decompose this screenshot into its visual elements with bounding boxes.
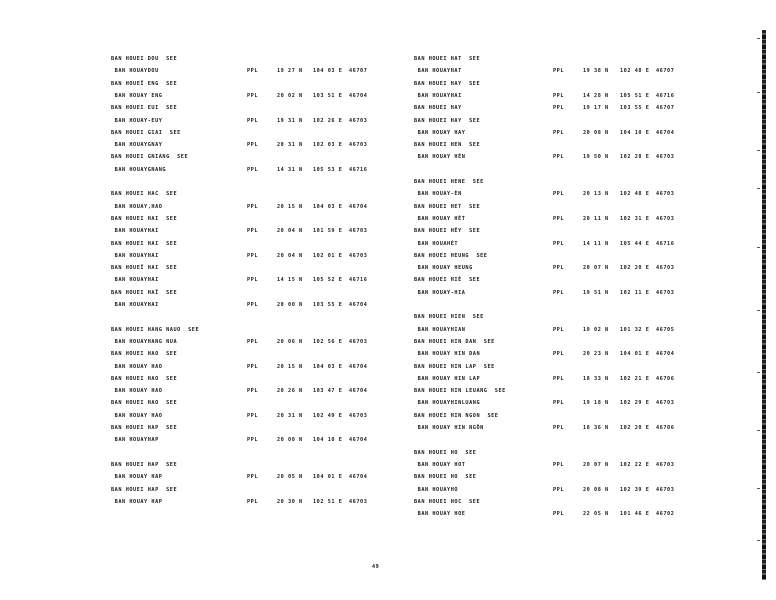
entry-name: BAN HOUEI HAY SEE [414,80,481,87]
entry-class: PPL [553,400,565,407]
entry-latitude: 20 13 N [583,191,609,198]
entry-longitude: 101 59 E [313,228,343,235]
entry-code: 46705 [656,326,675,333]
entry-longitude: 103 47 E [313,388,343,395]
entry-class: PPL [553,191,565,198]
entry-code: 46703 [349,412,368,419]
entry-code: 46703 [656,191,675,198]
entry-longitude: 102 20 E [620,265,650,272]
scan-edge-mark [762,30,766,580]
entry-code: 46703 [656,400,675,407]
entry-name: BAN HOUEI HENE SEE [414,179,484,185]
entry-class: PPL [553,154,565,161]
entry-name: BAN HOUEI HAP SEE [111,486,178,493]
entry-name: BAN HOUEI HET SEE [414,203,481,210]
entry-code: 46707 [656,68,675,75]
entry-class: PPL [247,474,259,481]
gazetteer-entry [0,511,776,521]
entry-longitude: 103 55 E [313,302,343,308]
entry-name: BAN HOUEI EUI SEE [111,105,178,112]
gazetteer-entry [0,314,776,324]
gazetteer-entry [0,425,776,435]
entry-name: BAN HOUEI HIN LEUANG SEE [414,388,506,395]
entry-latitude: 20 02 N [277,92,303,99]
scan-speck [757,372,760,373]
entry-name: BAN HOUEI HO SEE [414,449,477,456]
entry-name: BAN HOUAYHAI [111,302,159,308]
entry-code: 46704 [349,302,368,308]
entry-code: 46703 [656,154,675,161]
gazetteer-entry [0,191,776,201]
gazetteer-entry [0,93,776,103]
scan-speck [757,188,760,189]
entry-name: BAN HOUAYHAI [111,252,159,259]
page-number: 49 [372,564,380,570]
entry-longitude: 102 39 E [620,486,650,493]
entry-class: PPL [553,351,565,358]
entry-name: BAN HOUAY HÈT [414,215,466,222]
entry-name: BAN HOUAYDOU [111,68,159,75]
entry-code: 46704 [349,203,368,210]
entry-code: 46703 [349,142,368,149]
entry-name: BAN HOUAYHIAN [414,326,466,333]
entry-longitude: 102 28 E [620,154,650,161]
entry-code: 46704 [349,437,368,444]
entry-latitude: 19 38 N [583,68,609,75]
entry-name: BAN HOUAY HOT [414,461,466,468]
gazetteer-entry [0,376,776,386]
entry-name: BAN HOUEI HAY [414,105,462,112]
entry-class: PPL [553,511,565,518]
entry-class: PPL [247,68,259,75]
entry-name: BAN HOUAY HAO [111,363,163,370]
entry-name: BAN HOUEI HIN NGON SEE [414,412,499,419]
entry-longitude: 104 10 E [620,129,650,136]
entry-longitude: 101 32 E [620,326,650,333]
gazetteer-entry [0,413,776,423]
entry-name: BAN HOUAYHAP [111,437,159,444]
gazetteer-entry [0,56,776,66]
entry-name: BAN HOUEI HAC SEE [111,191,178,198]
entry-latitude: 19 51 N [583,289,609,296]
gazetteer-entry [0,241,776,251]
gazetteer-entry [0,302,776,312]
gazetteer-entry [0,179,776,189]
entry-code: 46706 [656,375,675,382]
entry-name: BAN HOUEI HAO SEE [111,375,178,382]
entry-name: BAN HOUAY-EUY [111,117,163,124]
entry-code: 46703 [656,486,675,493]
gazetteer-entry [0,118,776,128]
entry-name: BAN HOUEI HAI SEE [111,240,178,247]
entry-code: 46704 [349,388,368,395]
entry-name: BAN HOUAY HAP [111,474,163,481]
entry-longitude: 102 11 E [620,289,650,296]
gazetteer-entry [0,462,776,472]
gazetteer-entry [0,154,776,164]
gazetteer-entry [0,474,776,484]
entry-name: BAN HOUEI HAT SEE [414,56,481,62]
gazetteer-entry [0,400,776,410]
gazetteer-entry [0,142,776,152]
entry-name: BAN HOUAY-ÈN [414,191,462,198]
entry-name: BAN HOUAY HIN DAN [414,351,481,358]
entry-class: PPL [553,68,565,75]
entry-code: 46703 [349,338,368,345]
entry-name: BAN HOUAY HAO [111,412,163,419]
entry-class: PPL [553,129,565,136]
gazetteer-entry [0,437,776,447]
entry-name: BAN HOUEI HOC SEE [414,498,481,505]
entry-class: PPL [247,252,259,259]
entry-name: BAN HOUEI HIEN SEE [414,314,484,321]
entry-longitude: 104 03 E [313,203,343,210]
entry-latitude: 20 07 N [583,265,609,272]
entry-name: BAN HOUEI GNIANG SEE [111,154,189,161]
entry-name: BAN HOUEÏ ENG SEE [111,80,178,87]
entry-latitude: 20 05 N [277,474,303,481]
entry-longitude: 104 01 E [620,351,650,358]
gazetteer-entry [0,277,776,287]
entry-longitude: 102 21 E [620,375,650,382]
scan-speck [757,540,760,541]
gazetteer-entry [0,253,776,263]
entry-latitude: 20 08 N [583,486,609,493]
entry-code: 46703 [656,265,675,272]
entry-latitude: 22 05 N [583,511,609,518]
entry-latitude: 19 31 N [277,117,303,124]
entry-latitude: 20 15 N [277,363,303,370]
gazetteer-entry [0,105,776,115]
entry-longitude: 101 46 E [620,511,650,518]
entry-longitude: 105 51 E [620,92,650,99]
entry-longitude: 104 01 E [313,474,343,481]
entry-name: BAN HOUEI HAO SEE [111,351,178,358]
gazetteer-entry [0,216,776,226]
entry-name: BAN HOUAY HAP [111,498,163,505]
entry-class: PPL [553,92,565,99]
gazetteer-entry [0,290,776,300]
entry-latitude: 20 15 N [277,203,303,210]
entry-code: 46707 [349,68,368,75]
entry-longitude: 103 51 E [313,92,343,99]
entry-class: PPL [553,461,565,468]
entry-code: 46703 [349,498,368,505]
entry-name: BAN HOUEI HAO SEE [111,400,178,407]
entry-longitude: 105 52 E [313,277,343,284]
gazetteer-entry [0,351,776,361]
entry-name: BAN HOUEI HAI SEE [111,215,178,222]
entry-name: BAN HOUEI HAP SEE [111,425,178,431]
entry-latitude: 19 02 N [583,326,609,333]
entry-name: BAN HOUAYGNANG [111,166,167,173]
entry-latitude: 19 27 N [277,68,303,75]
entry-name: BAN HOUAY-HIA [414,289,466,296]
entry-longitude: 102 48 E [620,68,650,75]
entry-code: 46703 [656,461,675,468]
entry-code: 46704 [349,474,368,481]
entry-latitude: 20 31 N [277,142,303,149]
entry-latitude: 19 50 N [583,154,609,161]
entry-class: PPL [247,363,259,370]
entry-class: PPL [247,412,259,419]
entry-class: PPL [247,166,259,173]
entry-latitude: 14 28 N [583,92,609,99]
entry-longitude: 102 26 E [313,117,343,124]
entry-longitude: 102 20 E [620,425,650,431]
entry-longitude: 102 48 E [620,191,650,198]
entry-name: BAN HOUAYHAI [111,228,159,235]
gazetteer-entry [0,130,776,140]
entry-longitude: 102 01 E [313,252,343,259]
entry-class: PPL [247,142,259,149]
entry-name: BAN HOUAYHINLUANG [414,400,481,407]
entry-longitude: 102 31 E [620,215,650,222]
entry-name: BAN HOUEI HIN LAP SEE [414,363,495,370]
gazetteer-entry [0,228,776,238]
entry-class: PPL [553,265,565,272]
scan-speck [757,310,760,311]
entry-code: 46704 [656,351,675,358]
entry-longitude: 103 55 E [620,105,650,112]
entry-name: BAN HOUAY,HAO [111,203,163,210]
entry-class: PPL [553,375,565,382]
entry-code: 46707 [656,105,675,112]
entry-latitude: 20 11 N [583,215,609,222]
entry-class: PPL [247,388,259,395]
entry-latitude: 20 04 N [277,252,303,259]
scan-speck [757,430,760,431]
entry-latitude: 20 31 N [277,412,303,419]
entry-name: BAN HOUEI HAP SEE [111,461,178,468]
entry-class: PPL [553,215,565,222]
gazetteer-entry [0,388,776,398]
entry-code: 46704 [656,129,675,136]
entry-latitude: 14 15 N [277,277,303,284]
entry-class: PPL [247,338,259,345]
entry-latitude: 14 11 N [583,240,609,247]
entry-name: BAN HOUAYHAI [414,92,462,99]
entry-latitude: 20 08 N [583,129,609,136]
entry-longitude: 102 51 E [313,498,343,505]
gazetteer-entry [0,167,776,177]
entry-longitude: 102 29 E [620,400,650,407]
entry-class: PPL [247,302,259,308]
entry-latitude: 20 26 N [277,388,303,395]
entry-latitude: 20 06 N [277,338,303,345]
entry-code: 46716 [656,92,675,99]
entry-name: BAN HOUAYHANG NUA [111,338,178,345]
gazetteer-entry [0,364,776,374]
entry-class: PPL [247,203,259,210]
gazetteer-entry [0,327,776,337]
entry-longitude: 105 44 E [620,240,650,247]
entry-latitude: 20 00 N [277,437,303,444]
entry-name: BAN HOUEI HEN SEE [414,142,481,149]
entry-name: BAN HOUEI HO SEE [414,474,477,481]
entry-code: 46716 [349,166,368,173]
entry-longitude: 102 03 E [313,142,343,149]
scan-speck [757,38,760,39]
entry-code: 46702 [656,511,675,518]
entry-class: PPL [553,326,565,333]
entry-code: 46716 [656,240,675,247]
entry-latitude: 18 36 N [583,425,609,431]
entry-latitude: 14 31 N [277,166,303,173]
entry-latitude: 20 00 N [277,302,303,308]
gazetteer-entry [0,487,776,497]
entry-class: PPL [247,437,259,444]
gazetteer-entry [0,81,776,91]
entry-latitude: 20 04 N [277,228,303,235]
gazetteer-entry [0,499,776,509]
entry-name: BAN HOUAYHAI [111,277,159,284]
entry-code: 46706 [656,425,675,431]
entry-name: BAN HOUAY ENG [111,92,163,99]
entry-name: BAN HOUEI HANG NAUO SEE [111,326,200,333]
gazetteer-entry [0,339,776,349]
entry-name: BAN HOUEI HIÈ SEE [414,277,481,284]
scan-speck [757,92,760,93]
entry-code: 46703 [656,289,675,296]
entry-name: BAN HOUEI HIN DAN SEE [414,338,495,345]
entry-name: BAN HOUEI HAÏ SEE [111,289,178,296]
entry-name: BAN HOUEI GIAI SEE [111,129,181,136]
entry-code: 46704 [349,92,368,99]
entry-class: PPL [553,425,565,431]
scan-speck [757,150,760,151]
entry-class: PPL [553,240,565,247]
scan-speck [757,488,760,489]
entry-latitude: 20 07 N [583,461,609,468]
entry-code: 46704 [349,363,368,370]
entry-code: 46703 [349,117,368,124]
entry-longitude: 104 10 E [313,437,343,444]
entry-class: PPL [247,277,259,284]
entry-name: BAN HOUAHÈT [414,240,459,247]
gazetteer-entry [0,450,776,460]
entry-name: BAN HOUAYGNAY [111,142,163,149]
entry-name: BAN HOUAY HOE [414,511,466,518]
entry-name: BAN HOUEÏ HAI SEE [111,265,178,272]
gazetteer-entry [0,204,776,214]
entry-longitude: 105 53 E [313,166,343,173]
entry-code: 46703 [349,252,368,259]
entry-name: BAN HOUEI HAY SEE [414,117,481,124]
entry-name: BAN HOUAYHO [414,486,459,493]
entry-name: BAN HOUAY HAY [414,129,466,136]
entry-name: BAN HOUAY HÈN [414,154,466,161]
scan-speck [757,247,760,248]
entry-longitude: 102 56 E [313,338,343,345]
entry-longitude: 102 22 E [620,461,650,468]
entry-latitude: 18 33 N [583,375,609,382]
entry-longitude: 102 49 E [313,412,343,419]
entry-latitude: 20 23 N [583,351,609,358]
entry-name: BAN HOUAY HEUNG [414,265,473,272]
entry-code: 46716 [349,277,368,284]
entry-latitude: 19 17 N [583,105,609,112]
entry-name: BAN HOUAYHAT [414,68,462,75]
gazetteer-entry [0,265,776,275]
entry-class: PPL [553,486,565,493]
entry-class: PPL [553,289,565,296]
entry-latitude: 20 30 N [277,498,303,505]
entry-longitude: 104 03 E [313,363,343,370]
entry-latitude: 19 18 N [583,400,609,407]
entry-class: PPL [553,105,565,112]
entry-name: BAN HOUEI DOU SEE [111,56,178,62]
entry-code: 46703 [349,228,368,235]
entry-class: PPL [247,92,259,99]
entry-code: 46703 [656,215,675,222]
entry-class: PPL [247,498,259,505]
entry-name: BAN HOUAY HIN NGÔN [414,425,484,431]
entry-name: BAN HOUAY HIN LAP [414,375,481,382]
entry-class: PPL [247,228,259,235]
entry-name: BAN HOUEI HÊY SEE [414,228,481,235]
entry-name: BAN HOUEI HEUNG SEE [414,252,488,259]
entry-longitude: 104 03 E [313,68,343,75]
entry-class: PPL [247,117,259,124]
entry-name: BAN HOUAY HAO [111,388,163,395]
gazetteer-entry [0,68,776,78]
